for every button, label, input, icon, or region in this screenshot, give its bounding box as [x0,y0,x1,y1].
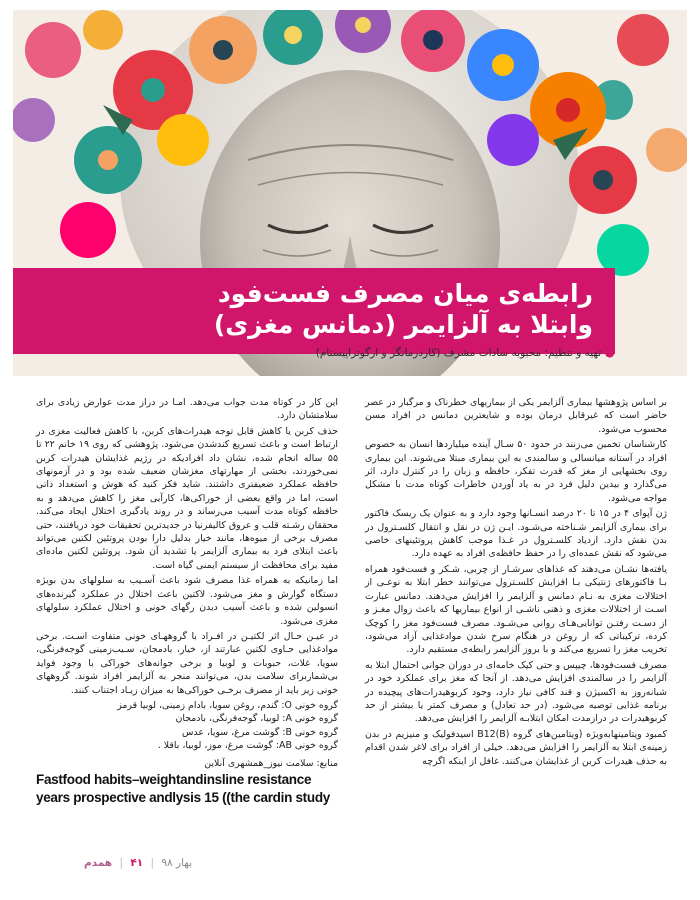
english-reference-line-1: Fastfood habits–weightandinsline resistance [36,771,312,787]
article-column-right [365,396,667,770]
paragraph: این کار در کوتاه مدت جواب می‌دهد. امـا در دراز مدت عوارض زیادی برای سلامتشان دارد. [36,397,338,422]
blood-group-list [36,699,338,753]
paragraph: در عیـن حـال اثر لکتیـن در افـراد با گروههـای خونی متفاوت اسـت. برخی موادغذایی حـاوی لکتین عبارتند از، خیار، بادمجان، سـیب‌زمینی گوجه‌فرنگی، سویا، غلات، حبوبات و لوبیا و برخی جوانه‌های خوراکی با وجود فواید بی‌شماربرای سلامت بدن، می‌توانند منجر به آلزایمر افراد شوند. گروههای خونی زیر باید از مصرف برخـی خوراکی‌ها به میزان زیـاد اجتناب کنند. [36,630,338,696]
english-reference-line-2: years prospective andlysis 15 ((the cardin study [36,789,330,805]
paragraph: کارشناسان تخمین می‌زنند در حدود ۵۰ سـال آینده میلیاردها انسان به خصوص افراد در آستانه میانسالی و سالمندی به این بیماری مبتلا می‌شوند. این بیماری روی بخشهایی از مغز که قدرت تفکر، حافظه و زبان را در کنترل دارد، اثر می‌گذارد و بیدین دلیل فرد در به یاد آوردن خاطرات کوتاه مدت با مشکل مواجه می‌شود. [365,439,667,504]
issue-label: بهار ۹۸ [161,857,193,869]
bullet-icon: ● [604,345,615,359]
magazine-logo: همدم [84,857,113,869]
list-item: گروه خونی A: لوبیا، گوجه‌فرنگی، بادمجان [175,713,338,725]
page-number: ۴۱ [130,857,144,869]
page-footer [84,857,192,869]
paragraph: یافته‌ها نشـان می‌دهند که غذاهای سرشـار از چربی، شـکر و فست‌فود همراه بـا فاکتورهای ژنتیکی بـا افزایش کلسـترول می‌توانند خطر ابتلا به نوعـی از اختلالات مغزی به نـام دمانس و آلزایمر را افزایش می‌دهند. دمانس عبارت اسـت از اختلالات مغزی و ذهنی ناشـی از انواع بیماریها که باعث زوال مغـز و از دسـت رفتـن توانایی‌هـای روانی می‌شـود. مصرف فست‌فود مغز را کوچک کرده، ترکیباتی که از روغن در هنگام سرخ شدن موادغذایی آزاد می‌شود، تخریب مغز را تسریع می‌کند و با بروز آلزایمر رابطه‌ی مستقیم دارد. [365,563,667,656]
list-item: گروه خونی O: گندم، روغن سویا، بادام زمینی، لوبیا قرمز [117,699,338,711]
byline-text: تهیه و تنظیم: محبوبه سادات مشرف (کاردرمانگر و ارگوتراپیستام) [315,347,602,359]
divider: | [119,857,123,869]
title-banner [13,268,615,354]
list-item: گروه خونی AB: گوشت مرغ، موز، لوبیا، باقلا . [157,740,338,752]
sources-label: منابع: سلامت نیوز_همشهری آنلاین [204,757,338,769]
article-column-left [36,396,338,806]
list-item: گروه خونی B: گوشت مرغ، سویا، عدس [182,726,338,738]
byline [190,345,615,359]
divider: | [150,857,155,869]
paragraph: مصرف فست‌فودها، چیپس و حتی کیک خامه‌ای در دوران جوانی احتمال ابتلا به آلزایمر را در سالمندی افزایش می‌دهد. از آنجا که مغز برای عملکرد خود در شبانه‌روز به اکسیژن و قند کافی نیاز دارد، وجود کربوهیدرات‌های پیچیده در برنامه غذایی توصیه می‌شود. (در حد تعادل) و مصرف کمتر یا بیشتر از حد کربوهیدرات در درازمدت امکان ابتلابـه آلزایمر را افزایش می‌دهد. [365,659,667,725]
paragraph: بر اساس پژوهشها بیماری آلزایمر یکی از بیماریهای خطرناک و مرگبار در عصر حاضر است که غیرقابل درمان بوده و شایعترین دمانس در افراد مسن محسوب می‌شود. [365,397,667,435]
paragraph: اما زمانیکه به همراه غذا مصرف شود باعث آسـیب به سلولهای بدن بویژه دستگاه گوارش و مغز می‌شود. لاکتین باعث اختلال در عملکرد گیرنده‌های انسولین شده و باعث آسیب دیدن رگهای خونی و اختلال عملکرد سلولهای مغزی می‌شود. [36,575,338,627]
title-line-2: وابتلا به آلزایمر (دمانس مغزی) [213,310,593,339]
paragraph: ژن آپوای ۴ در ۱۵ تا ۲۰ درصد انسـانها وجود دارد و به عنوان یک ریسک فاکتور برای بیماری آلزایمر شـناخته می‌شـود. ایـن ژن در نقل و انتقال کلسـترول در بدن نقش دارد. ازدیاد کلسـترول در غـذا موجب کاهش پروتئینهای خاصی می‌شود که نقش عمده‌ای را در حفظ حافظه‌ی افراد به عهده دارد. [365,508,668,560]
paragraph: حذف کربن یا کاهش قابل توجه هیدرات‌های کربن، با کاهش فعالیت مغزی در ارتباط است و باعث تسریع کندشدن می‌شود. پژوهشی که روی ۱۹ خانم ۲۲ تا ۵۵ ساله انجام شده، نشان داد افرادیکه در رژیم غذایشان هیدرات کربن نمی‌خوردند، بخشی از مهارتهای مغزشان ضعیف شده بود و در آزمونهای حافظه عملکرد ضعیفتری داشتند. شاید فکر کنید که هوش و استعداد ذاتی است، اما در واقع بعضی از خوراکی‌ها، کارآیی مغز را کاهش می‌دهد و به حافظه کوتاه مدت آسیب می‌رساند و در روند یادگیری اختلال ایجاد می‌کند. محققان رشـته قلب و عروق کالیفرنیا در جدیدترین تحقیقات خود دریافتند، حتی مصرف برخی از میوه‌ها، مانند خیار بدلیل دارا بودن پروتئین لکتین می‌تواند باعث ابتلای فرد به بیماری آلزایمر یا تشدید آن شود. پروتئین لکتین ماده‌ای مفید برای محافظت از سیستم ایمنی گیاه است. [36,425,338,571]
paragraph: کمبود ویتامینهابه‌ویژه (ویتامین‌های گروه B12(B) اسیدفولیک و منیزیم در بدن زمینه‌ی ابتلا به آلزایمر را افزایش می‌دهد. خیلی از افراد برای لاغر شدن اقدام به حذف هیدرات کربن از غذایشان می‌کنند. غافل از اینکه اگرچه [365,728,667,767]
title-line-1: رابطه‌ی میان مصرف فست‌فود [217,279,593,308]
